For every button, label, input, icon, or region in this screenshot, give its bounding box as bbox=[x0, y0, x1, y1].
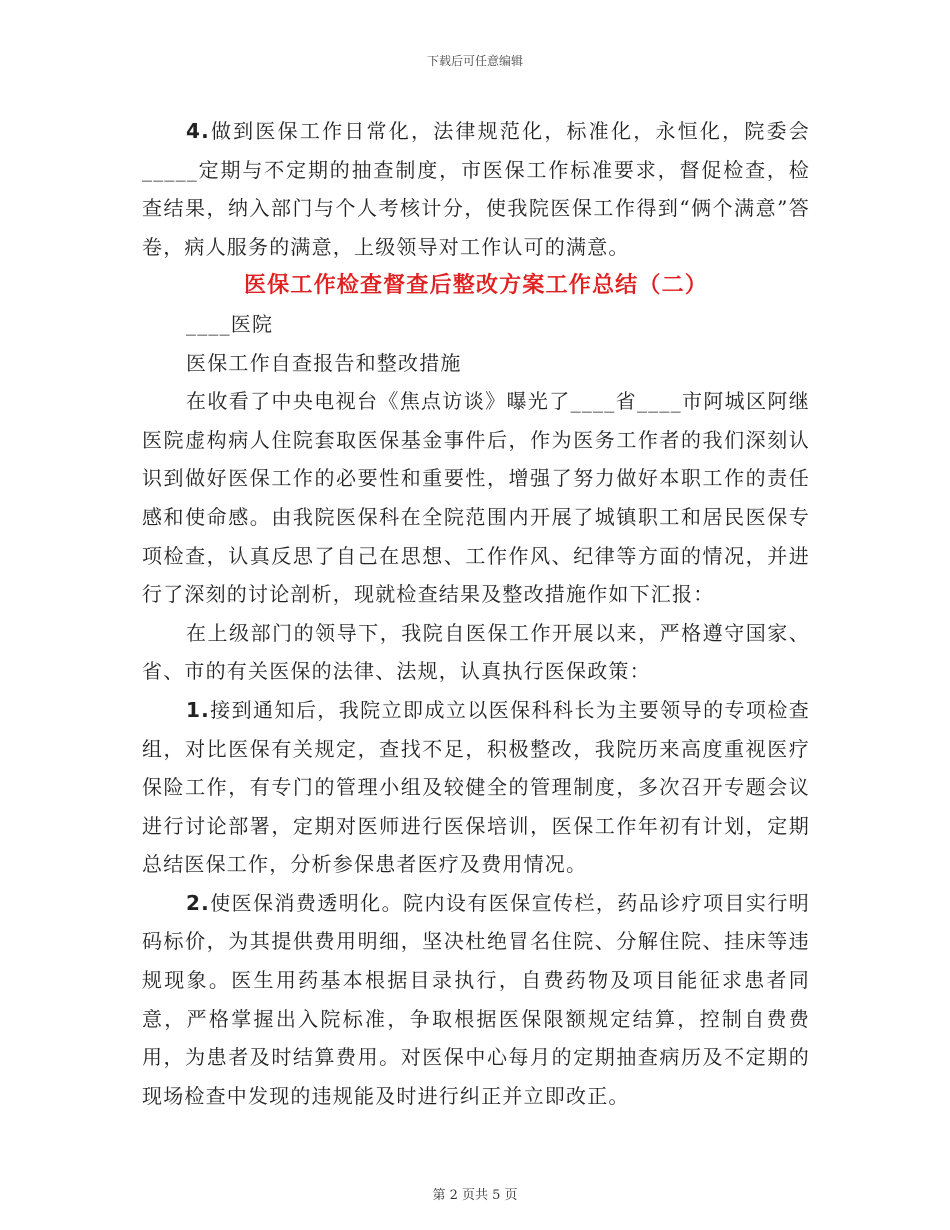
document-body bbox=[142, 112, 810, 1115]
item-1-paragraph bbox=[142, 691, 810, 884]
item-1-text: 接到通知后，我院立即成立以医保科科长为主要领导的专项检查组，对比医保有关规定，查找不足，积极整改，我院历来高度重视医疗保险工作，有专门的管理小组及较健全的管理制度，多次召开专题会议进行讨论部署，定期对医师进行医保培训，医保工作年初有计划，定期总结医保工作，分析参保患者医疗及费用情况。 bbox=[142, 697, 810, 877]
lead-paragraph: 在上级部门的领导下，我院自医保工作开展以来，严格遵守国家、省、市的有关医保的法律、法规，认真执行医保政策： bbox=[142, 620, 810, 684]
item-4-paragraph bbox=[142, 112, 810, 266]
document-title: 医保工作检查督查后整改方案工作总结（二） bbox=[243, 272, 708, 299]
item-4-text: 做到医保工作日常化，法律规范化，标准化，永恒化，院委会_____定期与不定期的抽查制度，市医保工作标准要求，督促检查，检查结果，纳入部门与个人考核计分，使我院医保工作得到“俩个满意”答卷，病人服务的满意，上级领导对工作认可的满意。 bbox=[142, 119, 810, 259]
page-footer: 第 2 页共 5 页 bbox=[432, 1188, 518, 1203]
intro-paragraph: 在收看了中央电视台《焦点访谈》曝光了____省____市阿城区阿继医院虚构病人住院套取医保基金事件后，作为医务工作者的我们深刻认识到做好医保工作的必要性和重要性，增强了努力做好本职工作的责任感和使命感。由我院医保科在全院范围内开展了城镇职工和居民医保专项检查，认真反思了自己在思想、工作作风、纪律等方面的情况，并进行了深刻的讨论剖析，现就检查结果及整改措施作如下汇报： bbox=[142, 389, 810, 607]
report-subtitle: 医保工作自查报告和整改措施 bbox=[186, 350, 462, 375]
item-1-number: 1. bbox=[186, 697, 210, 722]
hospital-line: ____医院 bbox=[186, 311, 274, 336]
page-header: 下载后可任意编辑 bbox=[426, 54, 523, 68]
item-2-paragraph bbox=[142, 884, 810, 1116]
item-2-number: 2. bbox=[186, 890, 210, 915]
item-2-text: 使医保消费透明化。院内设有医保宣传栏，药品诊疗项目实行明码标价，为其提供费用明细，坚决杜绝冒名住院、分解住院、挂床等违规现象。医生用药基本根据目录执行，自费药物及项目能征求患者同意，严格掌握出入院标准，争取根据医保限额规定结算，控制自费费用，为患者及时结算费用。对医保中心每月的定期抽查病历及不定期的现场检查中发现的违规能及时进行纠正并立即改正。 bbox=[142, 890, 810, 1108]
item-4-number: 4. bbox=[186, 119, 210, 143]
